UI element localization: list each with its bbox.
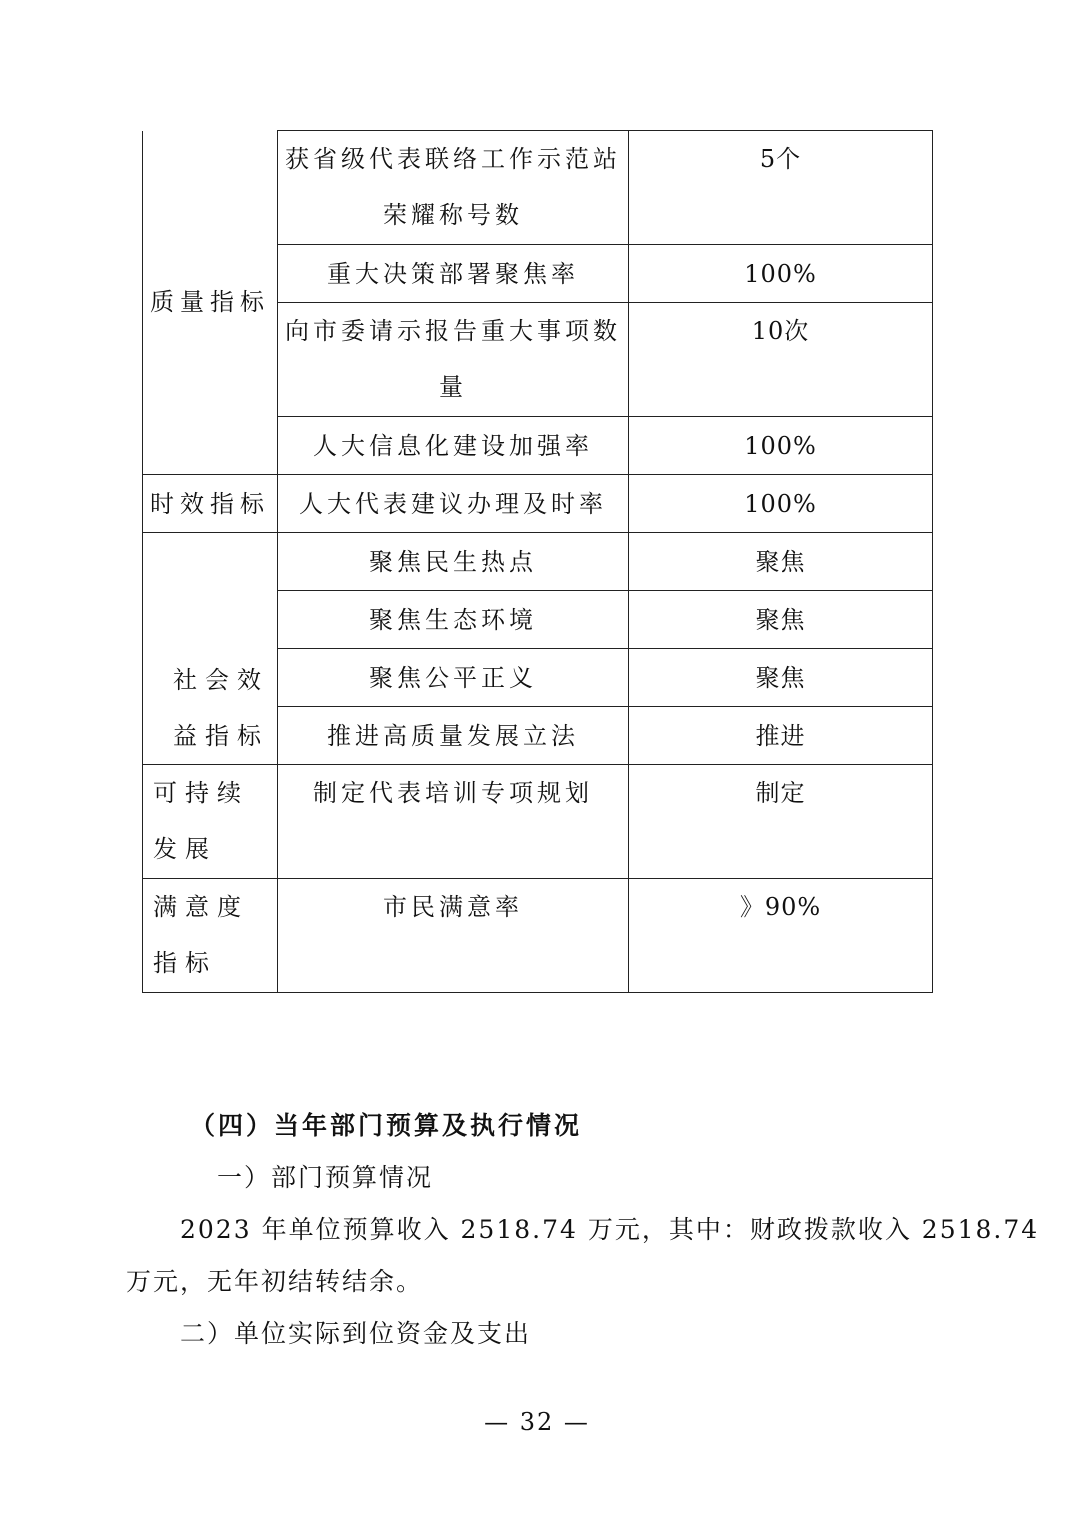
category-social-cell [143,533,278,765]
subheading-budget: 一）部门预算情况 [217,1163,434,1192]
indicator-cell: 聚焦公平正义 [278,649,629,707]
paragraph-line-2: 万元，无年初结转结余。 [126,1267,424,1296]
value-cell: 10次 [629,303,933,417]
value-cell: 5个 [629,131,933,245]
value-cell: 100% [629,245,933,303]
value-cell: 》90% [629,879,933,993]
subheading-funds: 二）单位实际到位资金及支出 [180,1319,532,1348]
indicator-cell: 聚焦生态环境 [278,591,629,649]
indicator-cell: 制定代表培训专项规划 [278,765,629,879]
paragraph-line-1: 2023 年单位预算收入 2518.74 万元，其中：财政拨款收入 2518.74 [180,1215,1040,1244]
indicator-cell: 向市委请示报告重大事项数量 [278,303,629,417]
indicator-cell: 市民满意率 [278,879,629,993]
category-quality: 质量指标 [143,131,278,475]
indicator-cell: 推进高质量发展立法 [278,707,629,765]
value-cell: 聚焦 [629,533,933,591]
value-cell: 制定 [629,765,933,879]
category-satisfaction: 满意度指标 [143,879,278,993]
performance-indicator-table [142,130,933,993]
section-heading: （四）当年部门预算及执行情况 [190,1111,583,1140]
value-cell: 推进 [629,707,933,765]
value-cell: 100% [629,417,933,475]
value-cell: 100% [629,475,933,533]
category-social: 社会效益指标 [173,666,269,750]
indicator-cell: 人大代表建议办理及时率 [278,475,629,533]
page-number: — 32 — [484,1408,590,1436]
value-cell: 聚焦 [629,591,933,649]
category-sustainable: 可持续发展 [143,765,278,879]
indicator-cell: 重大决策部署聚焦率 [278,245,629,303]
indicator-cell: 人大信息化建设加强率 [278,417,629,475]
category-timeliness: 时效指标 [143,475,278,533]
value-cell: 聚焦 [629,649,933,707]
indicator-cell: 聚焦民生热点 [278,533,629,591]
indicator-cell: 获省级代表联络工作示范站荣耀称号数 [278,131,629,245]
